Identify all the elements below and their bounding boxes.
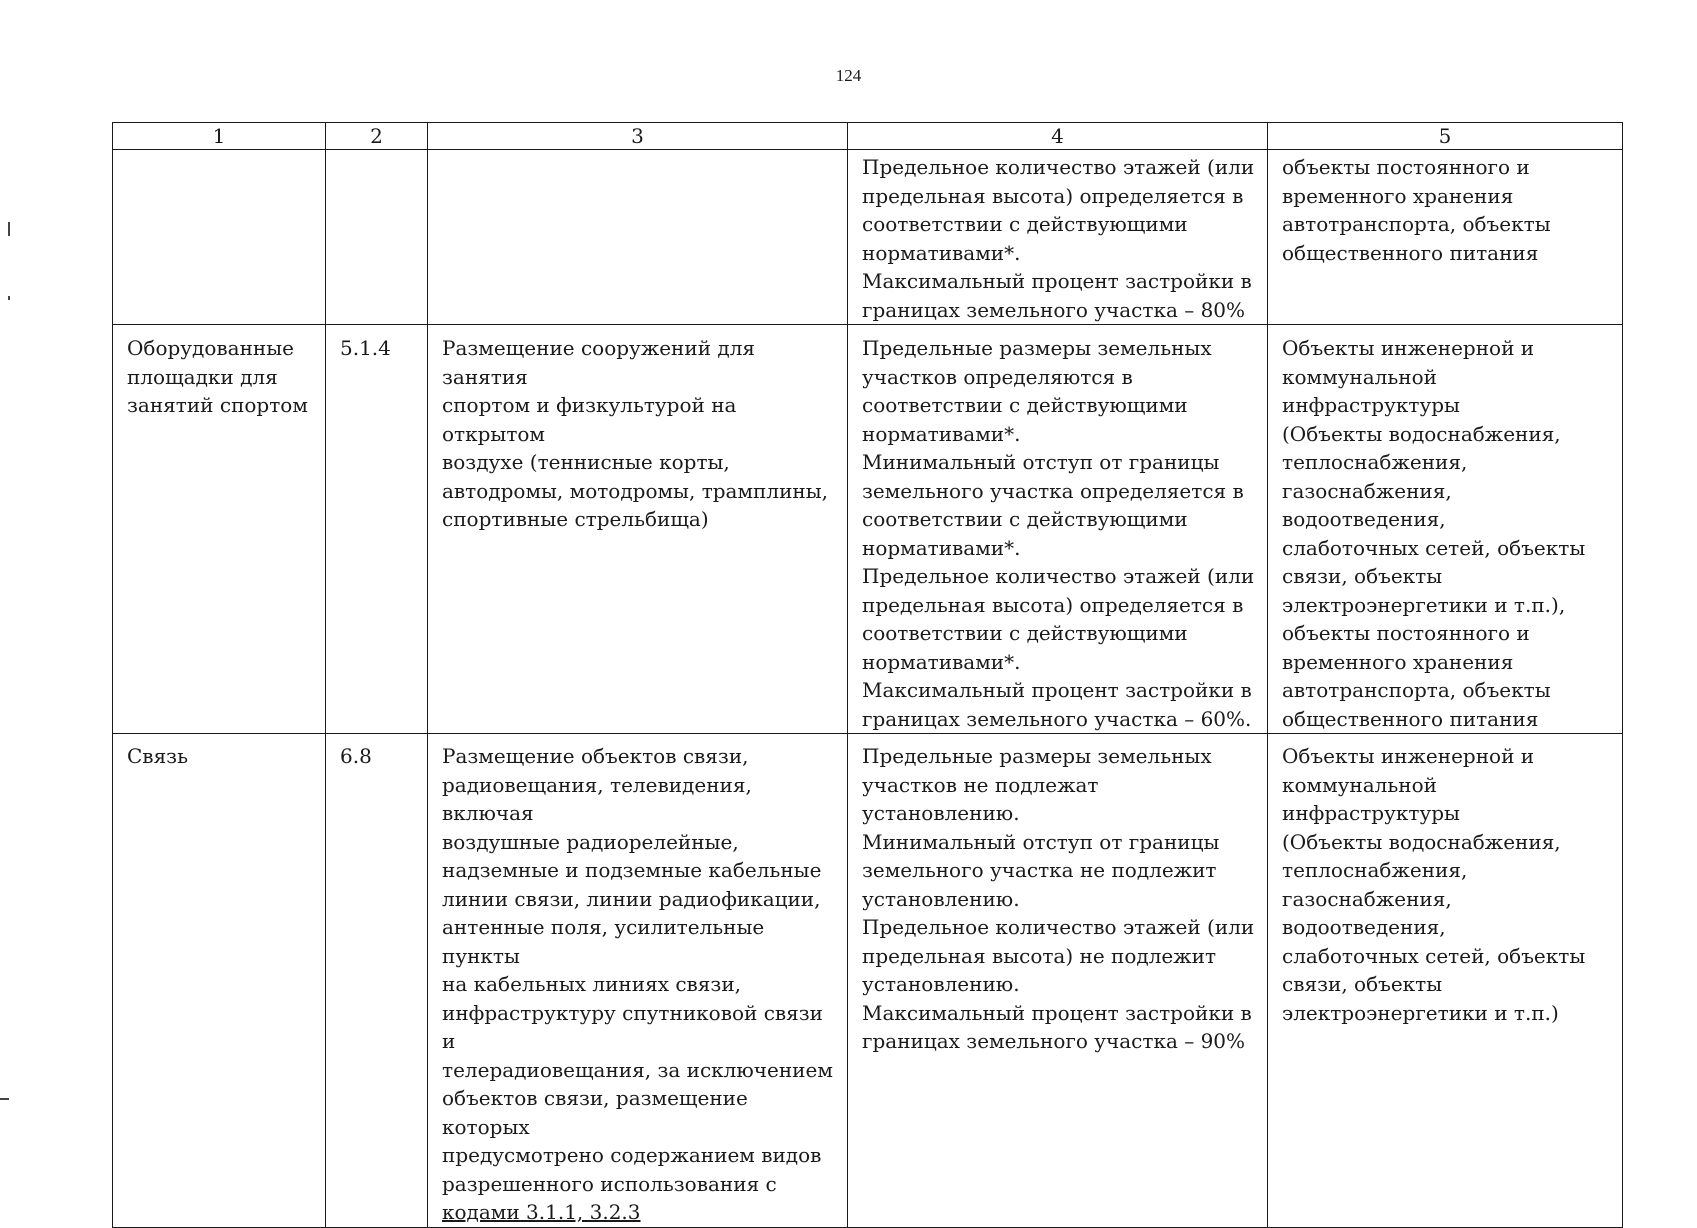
scan-mark [8,222,10,236]
auxiliary-uses-cell: объекты постоянного и временного хранения автотранспорта, объекты общественного питания [1268,150,1623,325]
use-name-cell: Оборудованные площадки для занятий спортом [113,325,326,734]
auxiliary-uses-cell: Объекты инженерной и коммунальной инфраструктуры (Объекты водоснабжения, теплоснабжения, газоснабжения, водоотведения, слаботочных сетей, объекты связи, объекты электроэнергетики и т.п.), объекты постоянного и временного хранения автотранспорта, объекты общественного питания [1268,325,1623,734]
column-header: 3 [428,123,848,150]
column-header: 5 [1268,123,1623,150]
parameters-cell: Предельное количество этажей (или предельная высота) определяется в соответствии с действующими нормативами*. Максимальный процент застройки в границах земельного участка – 80% [848,150,1268,325]
use-description-cell [428,150,848,325]
use-code-cell: 5.1.4 [326,325,428,734]
header-row [113,123,1623,150]
parameters-cell: Предельные размеры земельных участков определяются в соответствии с действующими нормативами*. Минимальный отступ от границы земельного участка определяется в соответствии с действующими нормативами*. Предельное количество этажей (или предельная высота) определяется в соответствии с действующими нормативами*. Максимальный процент застройки в границах земельного участка – 60%. [848,325,1268,734]
use-code-cell [326,150,428,325]
use-name-cell [113,150,326,325]
regulations-table [112,122,1623,1228]
use-code-cell: 6.8 [326,734,428,1228]
scan-mark [8,296,10,300]
table-row [113,734,1623,1228]
parameters-cell: Предельные размеры земельных участков не подлежат установлению. Минимальный отступ от границы земельного участка не подлежит установлению. Предельное количество этажей (или предельная высота) не подлежит установлению. Максимальный процент застройки в границах земельного участка – 90% [848,734,1268,1228]
use-name-cell: Связь [113,734,326,1228]
table-row [113,325,1623,734]
page-number: 124 [835,66,862,85]
use-description-cell: Размещение сооружений для занятия спортом и физкультурой на открытом воздухе (теннисные корты, автодромы, мотодромы, трамплины, спортивные стрельбища) [428,325,848,734]
column-header: 1 [113,123,326,150]
auxiliary-uses-cell: Объекты инженерной и коммунальной инфраструктуры (Объекты водоснабжения, теплоснабжения, газоснабжения, водоотведения, слаботочных сетей, объекты связи, объекты электроэнергетики и т.п.) [1268,734,1623,1228]
column-header: 4 [848,123,1268,150]
column-header: 2 [326,123,428,150]
use-description-cell: Размещение объектов связи, радиовещания, телевидения, включая воздушные радиорелейные, надземные и подземные кабельные линии связи, линии радиофикации, антенные поля, усилительные пункты на кабельных линиях связи, инфраструктуру спутниковой связи и телерадиовещания, за исключением объектов связи, размещение которых предусмотрено содержанием видов разрешенного использования с кодами 3.1.1, 3.2.3 [428,734,848,1228]
scan-mark [0,1098,9,1100]
related-codes-link[interactable]: кодами 3.1.1, 3.2.3 [442,1200,641,1224]
table-row [113,150,1623,325]
